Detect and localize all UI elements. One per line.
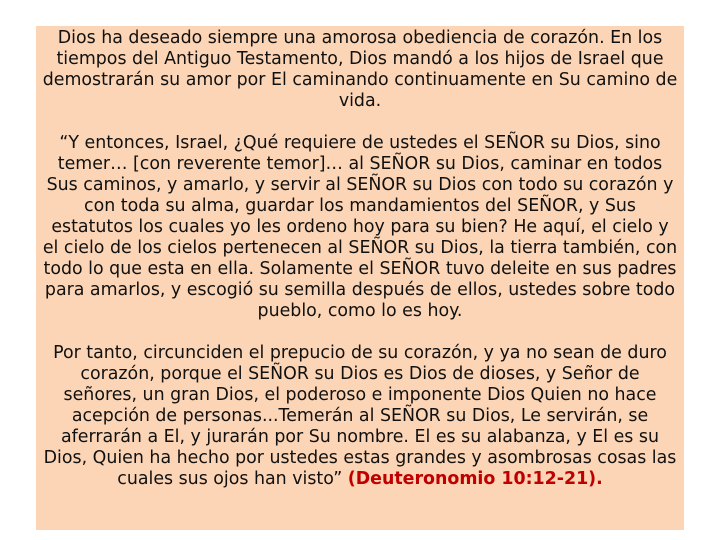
citation: (Deuteronomio 10:12-21). xyxy=(347,469,603,489)
quote-paragraph: “Y entonces, Israel, ¿Qué requiere de ustedes el SEÑOR su Dios, sino temer… [con reverente temor]… al SEÑOR su Dios, caminar en todos Sus caminos, y amarlo, y servir al SEÑOR su Dios con todo su corazón y con toda su alma, guardar los mandamientos del SEÑOR, y Sus estatutos los cuales yo les ordeno hoy para su bien? He aquí, el cielo y el cielo de los cielos pertenecen al SEÑOR su Dios, la tierra también, con todo lo que esta en ella. Solamente el SEÑOR tuvo deleite en sus padres para amarlos, y escogió su semilla después de ellos, ustedes sobre todo pueblo, como lo es hoy. xyxy=(42,133,678,321)
intro-paragraph: Dios ha deseado siempre una amorosa obediencia de corazón. En los tiempos del Antiguo Testamento, Dios mandó a los hijos de Israel que demostrarán su amor por El caminando continuamente en Su camino de vida. xyxy=(42,28,678,111)
closing-paragraph-text: Por tanto, circunciden el prepucio de su corazón, y ya no sean de duro corazón, porque el SEÑOR su Dios es Dios de dioses, y Señor de señores, un gran Dios, el poderoso e imponente Dios Quien no hace acepción de personas...Temerán al SEÑOR su Dios, Le servirán, se aferrarán a El, y jurarán por Su nombre. El es su alabanza, y El es su Dios, Quien ha hecho por ustedes estas grandes y asombrosas cosas las cuales sus ojos han visto” xyxy=(43,343,677,489)
scripture-text-box xyxy=(36,26,684,530)
closing-paragraph xyxy=(42,343,678,490)
